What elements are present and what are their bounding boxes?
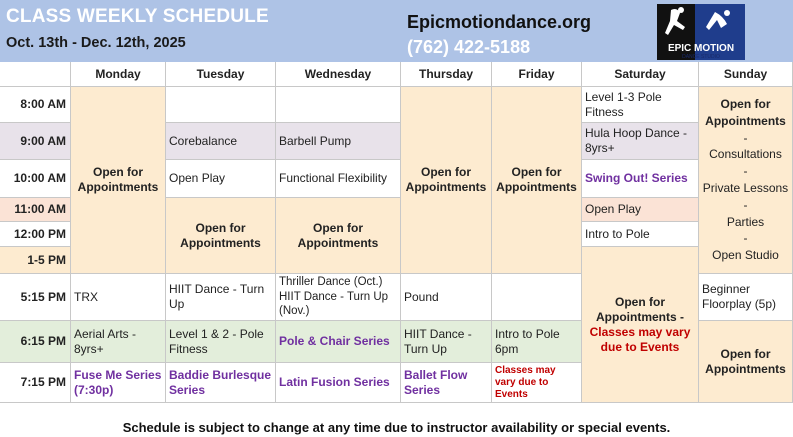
class-functional-flexibility: Functional Flexibility — [276, 160, 401, 198]
saturday-open-appointments — [582, 247, 699, 403]
sunday-open-label: Open for Appointments — [705, 97, 786, 128]
time-label: 12:00 PM — [0, 222, 71, 247]
logo-subtext: DANCE STUDIO — [682, 54, 720, 60]
saturday-open-label: Open for Appointments - — [596, 294, 684, 324]
day-header-thursday: Thursday — [401, 62, 492, 87]
time-label: 9:00 AM — [0, 123, 71, 160]
class-pole-chair-series: Pole & Chair Series — [276, 321, 401, 363]
website-link[interactable]: Epicmotiondance.org — [407, 12, 592, 32]
service-parties: Parties — [726, 214, 765, 229]
service-consultations: Consultations — [709, 147, 782, 162]
logo-wordmark: EPIC MOTION — [667, 43, 735, 54]
time-label: 7:15 PM — [0, 363, 71, 403]
class-trx: TRX — [71, 274, 166, 321]
class-intro-to-pole-friday: Intro to Pole 6pm — [492, 321, 582, 363]
wednesday-open-appointments: Open for Appointments — [276, 198, 401, 274]
studio-logo — [657, 4, 745, 60]
friday-open-appointments: Open for Appointments — [492, 87, 582, 274]
class-hula-hoop: Hula Hoop Dance - 8yrs+ — [582, 123, 699, 160]
class-hiit-dance: HIIT Dance - Turn Up — [166, 274, 276, 321]
class-hiit-dance-thursday: HIIT Dance - Turn Up — [401, 321, 492, 363]
time-label: 8:00 AM — [0, 87, 71, 123]
class-pound: Pound — [401, 274, 492, 321]
service-open-studio: Open Studio — [712, 248, 779, 263]
time-label: 6:15 PM — [0, 321, 71, 363]
corner-cell — [0, 62, 71, 87]
disclaimer-text: Schedule is subject to change at any time due to instructor availability or special events. — [122, 420, 671, 435]
sunday-services — [699, 87, 793, 274]
class-swing-out: Swing Out! Series — [582, 160, 699, 198]
separator: - — [743, 197, 748, 212]
class-beginner-floorplay: Beginner Floorplay (5p) — [699, 274, 793, 321]
tuesday-open-appointments: Open for Appointments — [166, 198, 276, 274]
schedule-grid — [0, 62, 793, 403]
empty-slot — [492, 274, 582, 321]
time-label: 1-5 PM — [0, 247, 71, 274]
day-header-saturday: Saturday — [582, 62, 699, 87]
header-bar — [0, 0, 793, 62]
separator: - — [743, 164, 748, 179]
time-label: 11:00 AM — [0, 198, 71, 222]
class-aerial-arts: Aerial Arts - 8yrs+ — [71, 321, 166, 363]
class-fuse-me-series: Fuse Me Series (7:30p) — [71, 363, 166, 403]
day-header-wednesday: Wednesday — [276, 62, 401, 87]
class-barbell-pump: Barbell Pump — [276, 123, 401, 160]
class-ballet-flow: Ballet Flow Series — [401, 363, 492, 403]
class-intro-to-pole: Intro to Pole — [582, 222, 699, 247]
service-private-lessons: Private Lessons — [702, 181, 789, 195]
friday-events-note: Classes may vary due to Events — [492, 363, 582, 403]
empty-slot — [166, 87, 276, 123]
separator: - — [743, 231, 748, 246]
separator: - — [743, 130, 748, 145]
class-level-1-3-pole: Level 1-3 Pole Fitness — [582, 87, 699, 123]
monday-open-appointments: Open for Appointments — [71, 87, 166, 274]
class-latin-fusion: Latin Fusion Series — [276, 363, 401, 403]
class-thriller-hiit: Thriller Dance (Oct.) HIIT Dance - Turn Up (Nov.) — [276, 274, 401, 321]
phone-number[interactable]: (762) 422-5188 — [407, 37, 531, 57]
schedule-title: CLASS WEEKLY SCHEDULE — [6, 6, 269, 27]
saturday-events-note: Classes may vary due to Events — [589, 324, 691, 354]
day-header-tuesday: Tuesday — [166, 62, 276, 87]
class-corebalance: Corebalance — [166, 123, 276, 160]
class-pole-fitness: Level 1 & 2 - Pole Fitness — [166, 321, 276, 363]
class-baddie-burlesque: Baddie Burlesque Series — [166, 363, 276, 403]
empty-slot — [276, 87, 401, 123]
day-header-friday: Friday — [492, 62, 582, 87]
footer — [0, 403, 793, 437]
class-open-play: Open Play — [166, 160, 276, 198]
day-header-sunday: Sunday — [699, 62, 793, 87]
time-label: 5:15 PM — [0, 274, 71, 321]
time-label: 10:00 AM — [0, 160, 71, 198]
sunday-open-appointments: Open for Appointments — [699, 321, 793, 403]
class-open-play-saturday: Open Play — [582, 198, 699, 222]
day-header-monday: Monday — [71, 62, 166, 87]
schedule-dates: Oct. 13th - Dec. 12th, 2025 — [6, 35, 186, 51]
thursday-open-appointments: Open for Appointments — [401, 87, 492, 274]
